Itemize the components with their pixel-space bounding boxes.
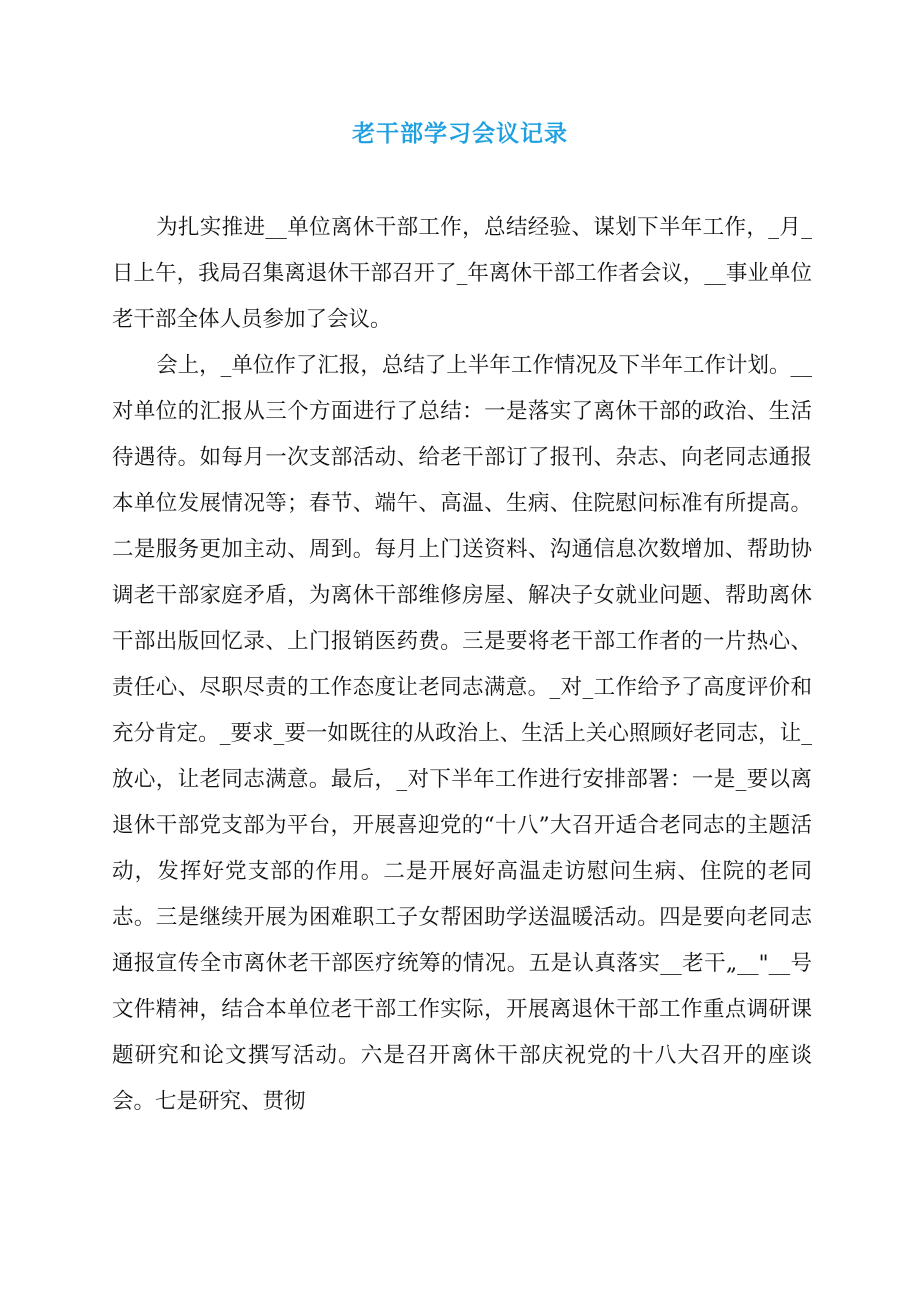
document-title: 老干部学习会议记录 [352, 120, 568, 147]
paragraph-intro: 为扎实推进__单位离休干部工作，总结经验、谋划下半年工作，_月_日上午，我局召集离退休干部召开了_年离休干部工作者会议，__事业单位老干部全体人员参加了会议。 [112, 215, 812, 332]
paragraph-meeting-summary: 会上，_单位作了汇报，总结了上半年工作情况及下半年工作计划。__对单位的汇报从三个方面进行了总结：一是落实了离休干部的政治、生活待遇待。如每月一次支部活动、给老干部订了报刊、杂志、向老同志通报本单位发展情况等；春节、端午、高温、生病、住院慰问标准有所提高。二是服务更加主动、周到。每月上门送资料、沟通信息次数增加、帮助协调老干部家庭矛盾，为离休干部维修房屋、解决子女就业问题、帮助离休干部出版回忆录、上门报销医药费。三是要将老干部工作者的一片热心、责任心、尽职尽责的工作态度让老同志满意。_对_工作给予了高度评价和充分肯定。_要求_要一如既往的从政治上、生活上关心照顾好老同志，让_放心，让老同志满意。最后，_对下半年工作进行安排部署：一是_要以离退休干部党支部为平台，开展喜迎党的“十八”大召开适合老同志的主题活动，发挥好党支部的作用。二是开展好高温走访慰问生病、住院的老同志。三是继续开展为困难职工子女帮困助学送温暖活动。四是要向老同志通报宣传全市离休老干部医疗统筹的情况。五是认真落实__老干„__"__号文件精神，结合本单位老干部工作实际，开展离退休干部工作重点调研课题研究和论文撰写活动。六是召开离休干部庆祝党的十八大召开的座谈会。七是研究、贯彻 [112, 353, 812, 1114]
document-body [112, 205, 812, 1125]
